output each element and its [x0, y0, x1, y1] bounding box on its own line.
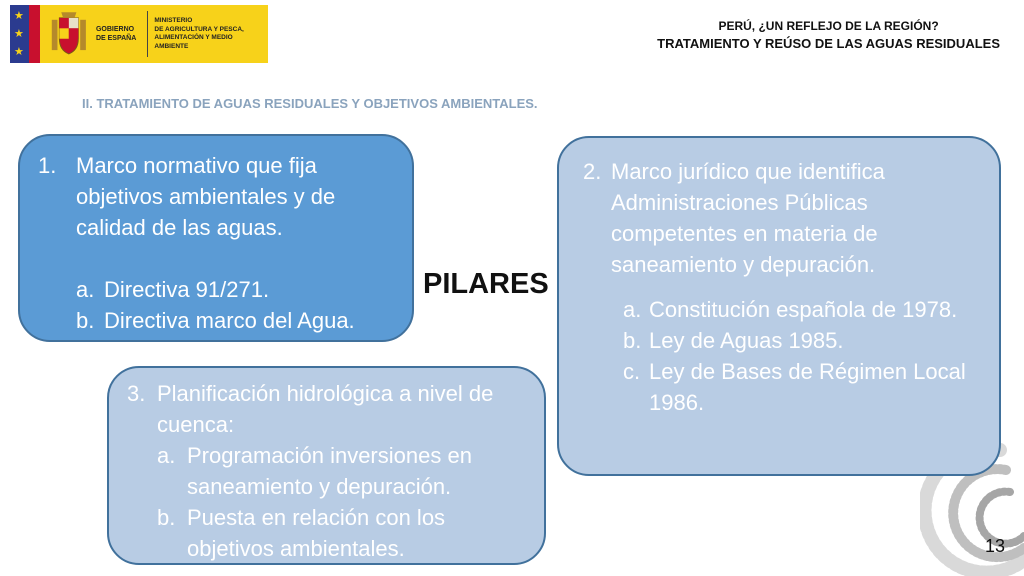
- logo-divider: [147, 11, 148, 57]
- pilares-label: PILARES: [423, 268, 549, 300]
- pillar-2-number: 2.: [583, 159, 602, 184]
- pillar-1-text: Marco normativo que fija objetivos ambientales y de calidad de las aguas.: [76, 153, 336, 240]
- gov-line-2: DE ESPAÑA: [95, 35, 137, 42]
- item-text: Puesta en relación con los objetivos ambientales.: [187, 505, 446, 561]
- spain-flag-strip: [29, 5, 40, 63]
- star-icon: ★: [14, 10, 24, 22]
- item-letter: a.: [157, 443, 176, 468]
- government-label: [96, 25, 141, 43]
- pillar-box-3: [107, 366, 546, 565]
- item-letter: b.: [623, 328, 642, 353]
- item-text: Ley de Aguas 1985.: [649, 328, 844, 353]
- list-item: [38, 274, 396, 305]
- ministry-label: [154, 17, 268, 51]
- ministry-line-3: ALIMENTACIÓN Y MEDIO AMBIENTE: [154, 34, 233, 50]
- list-item: [127, 440, 526, 502]
- ministry-line-1: MINISTERIO: [154, 17, 193, 24]
- item-text: Programación inversiones en saneamiento y depuración.: [187, 443, 472, 499]
- star-icon: ★: [14, 46, 24, 58]
- item-letter: c.: [623, 359, 641, 384]
- pillar-3-heading: [127, 378, 526, 440]
- list-item: [583, 294, 979, 325]
- item-letter: a.: [76, 277, 95, 302]
- slide-header: [657, 18, 1000, 52]
- pillar-box-1: [18, 134, 414, 342]
- pillar-1-number: 1.: [38, 153, 57, 178]
- pillar-2-text: Marco jurídico que identifica Administraciones Públicas competentes en materia de saneamiento y depuración.: [611, 159, 885, 277]
- eu-flag-strip: [10, 5, 29, 63]
- pillar-3-number: 3.: [127, 381, 146, 406]
- list-item: [583, 356, 979, 418]
- list-item: [127, 502, 526, 564]
- item-letter: b.: [157, 505, 176, 530]
- item-text: Ley de Bases de Régimen Local 1986.: [649, 359, 966, 415]
- item-letter: b.: [76, 308, 95, 333]
- item-text: Constitución española de 1978.: [649, 297, 958, 322]
- item-text: Directiva 91/271.: [104, 277, 270, 302]
- ministry-line-2: DE AGRICULTURA Y PESCA,: [154, 25, 244, 33]
- page-number: 13: [985, 536, 1006, 556]
- item-letter: a.: [623, 297, 642, 322]
- pillar-2-heading: [583, 156, 979, 280]
- gov-line-1: GOBIERNO: [95, 26, 135, 33]
- list-item: [583, 325, 979, 356]
- star-icon: ★: [14, 28, 24, 40]
- coat-of-arms-icon: [48, 9, 90, 59]
- item-text: Directiva marco del Agua.: [104, 308, 355, 333]
- ministry-logo: [10, 5, 268, 63]
- pillar-1-heading: [38, 150, 396, 243]
- header-line-2: TRATAMIENTO Y REÚSO DE LAS AGUAS RESIDUALES: [657, 36, 1000, 51]
- header-line-1: PERÚ, ¿UN REFLEJO DE LA REGIÓN?: [718, 19, 939, 33]
- pillar-3-text: Planificación hidrológica a nivel de cuenca:: [157, 381, 494, 437]
- section-title: II. TRATAMIENTO DE AGUAS RESIDUALES Y OBJETIVOS AMBIENTALES.: [82, 96, 538, 111]
- pillar-box-2: [557, 136, 1001, 476]
- list-item: [38, 305, 396, 336]
